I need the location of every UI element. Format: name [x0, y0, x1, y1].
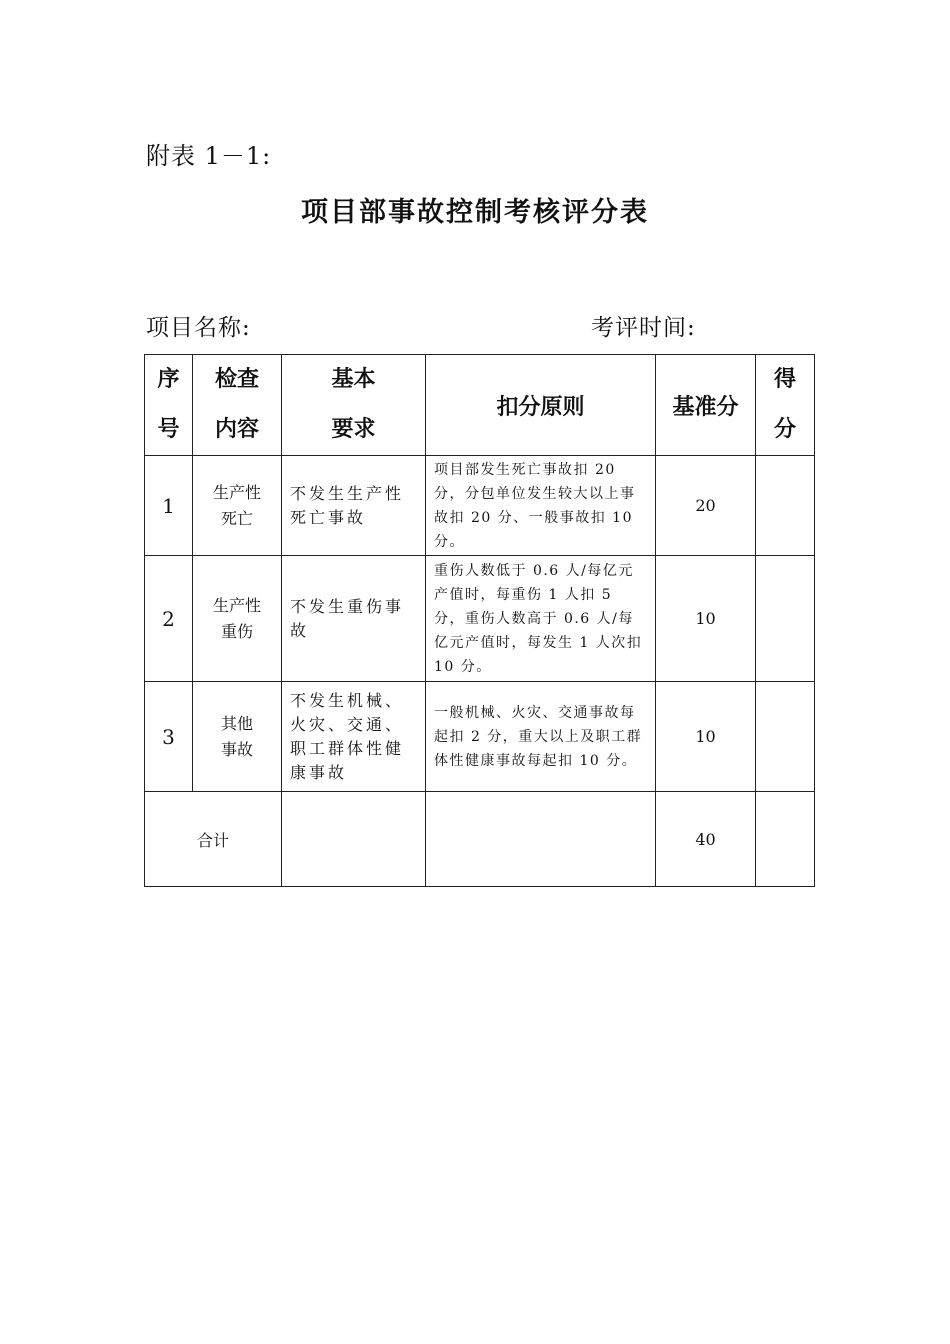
project-name-label: 项目名称: [146, 315, 251, 341]
total-label: 合计 [145, 792, 282, 887]
total-requirement [282, 792, 426, 887]
row-base-score: 10 [656, 556, 756, 682]
row-item: 生产性 重伤 [193, 556, 282, 682]
header-rule: 扣分原则 [426, 355, 656, 456]
header-score: 得 分 [756, 355, 815, 456]
table-row [145, 682, 815, 792]
row-requirement: 不发生机械、火灾、交通、职工群体性健康事故 [282, 682, 426, 792]
row-seq: 1 [145, 456, 193, 556]
header-requirement: 基本 要求 [282, 355, 426, 456]
total-rule [426, 792, 656, 887]
row-score-cell[interactable] [756, 682, 815, 792]
score-table [144, 354, 815, 887]
row-item: 其他 事故 [193, 682, 282, 792]
header-row [145, 355, 815, 456]
row-seq: 3 [145, 682, 193, 792]
row-seq: 2 [145, 556, 193, 682]
row-score-cell[interactable] [756, 556, 815, 682]
header-item: 检查 内容 [193, 355, 282, 456]
row-score-cell[interactable] [756, 456, 815, 556]
header-base: 基准分 [656, 355, 756, 456]
total-row [145, 792, 815, 887]
row-base-score: 10 [656, 682, 756, 792]
header-seq: 序 号 [145, 355, 193, 456]
total-score-cell[interactable] [756, 792, 815, 887]
page-title: 项目部事故控制考核评分表 [301, 197, 649, 228]
row-rule: 项目部发生死亡事故扣 20 分，分包单位发生较大以上事故扣 20 分、一般事故扣 10 分。 [426, 456, 656, 556]
row-requirement: 不发生生产性死亡事故 [282, 456, 426, 556]
appendix-label: 附表 1－1: [146, 142, 272, 170]
table-row [145, 556, 815, 682]
row-rule: 一般机械、火灾、交通事故每起扣 2 分，重大以上及职工群体性健康事故每起扣 10 分。 [426, 682, 656, 792]
total-base-score: 40 [656, 792, 756, 887]
row-requirement: 不发生重伤事故 [282, 556, 426, 682]
row-rule: 重伤人数低于 0.6 人/每亿元产值时，每重伤 1 人扣 5 分，重伤人数高于 0.6 人/每亿元产值时，每发生 1 人次扣 10 分。 [426, 556, 656, 682]
row-item: 生产性 死亡 [193, 456, 282, 556]
table-row [145, 456, 815, 556]
review-time-label: 考评时间: [591, 315, 696, 341]
row-base-score: 20 [656, 456, 756, 556]
